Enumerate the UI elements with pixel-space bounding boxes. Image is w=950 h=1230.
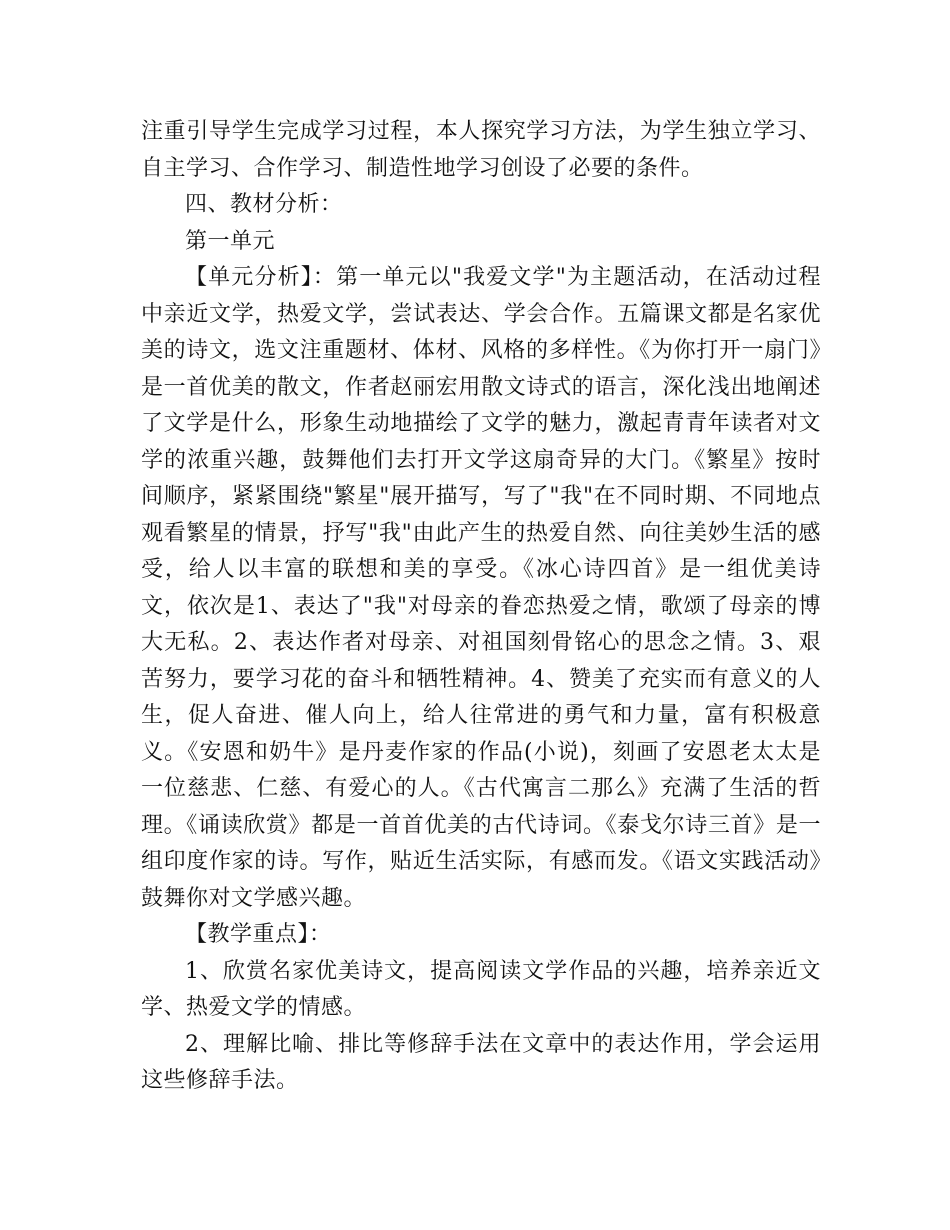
teaching-focus-heading: 【教学重点】： <box>185 922 332 947</box>
paragraph-unit-analysis: 【单元分析】：第一单元以"我爱文学"为主题活动，在活动过程中亲近文学，热爱文学，尝试表达、学会合作。五篇课文都是名家优美的诗文，选文注重题材、体材、风格的多样性。《为你打开一扇门》是一首优美的散文，作者赵丽宏用散文诗式的语言，深化浅出地阐述了文学是什么，形象生动地描绘了文学的魅力，激起青青年读者对文学的浓重兴趣，鼓舞他们去打开文学这扇奇异的大门。《繁星》按时间顺序，紧紧围绕"繁星"展开描写，写了"我"在不同时期、不同地点观看繁星的情景，抒写"我"由此产生的热爱自然、向往美妙生活的感受，给人以丰富的联想和美的享受。《冰心诗四首》是一组优美诗文，依次是1、表达了"我"对母亲的眷恋热爱之情，歌颂了母亲的博大无私。2、表达作者对母亲、对祖国刻骨铭心的思念之情。3、艰苦努力，要学习花的奋斗和牺牲精神。4、赞美了充实而有意义的人生，促人奋进、催人向上，给人往常进的勇气和力量，富有积极意义。《安恩和奶牛》是丹麦作家的作品(小说)，刻画了安恩老太太是一位慈悲、仁慈、有爱心的人。《古代寓言二那么》充满了生活的哲理。《诵读欣赏》都是一首首优美的古代诗词。《泰戈尔诗三首》是一组印度作家的诗。写作，贴近生活实际，有感而发。《语文实践活动》鼓舞你对文学感兴趣。 <box>141 265 821 911</box>
teaching-focus-item-1: 1、欣赏名家优美诗文，提高阅读文学作品的兴趣，培养亲近文学、热爱文学的情感。 <box>141 958 821 1020</box>
section-heading-textbook-analysis: 四、教材分析： <box>185 192 343 217</box>
unit-heading: 第一单元 <box>185 228 276 254</box>
document-body <box>141 114 821 1100</box>
teaching-focus-item-2: 2、理解比喻、排比等修辞手法在文章中的表达作用，学会运用这些修辞手法。 <box>141 1031 821 1093</box>
paragraph-intro-continuation: 注重引导学生完成学习过程，本人探究学习方法，为学生独立学习、自主学习、合作学习、制造性地学习创设了必要的条件。 <box>141 119 821 181</box>
